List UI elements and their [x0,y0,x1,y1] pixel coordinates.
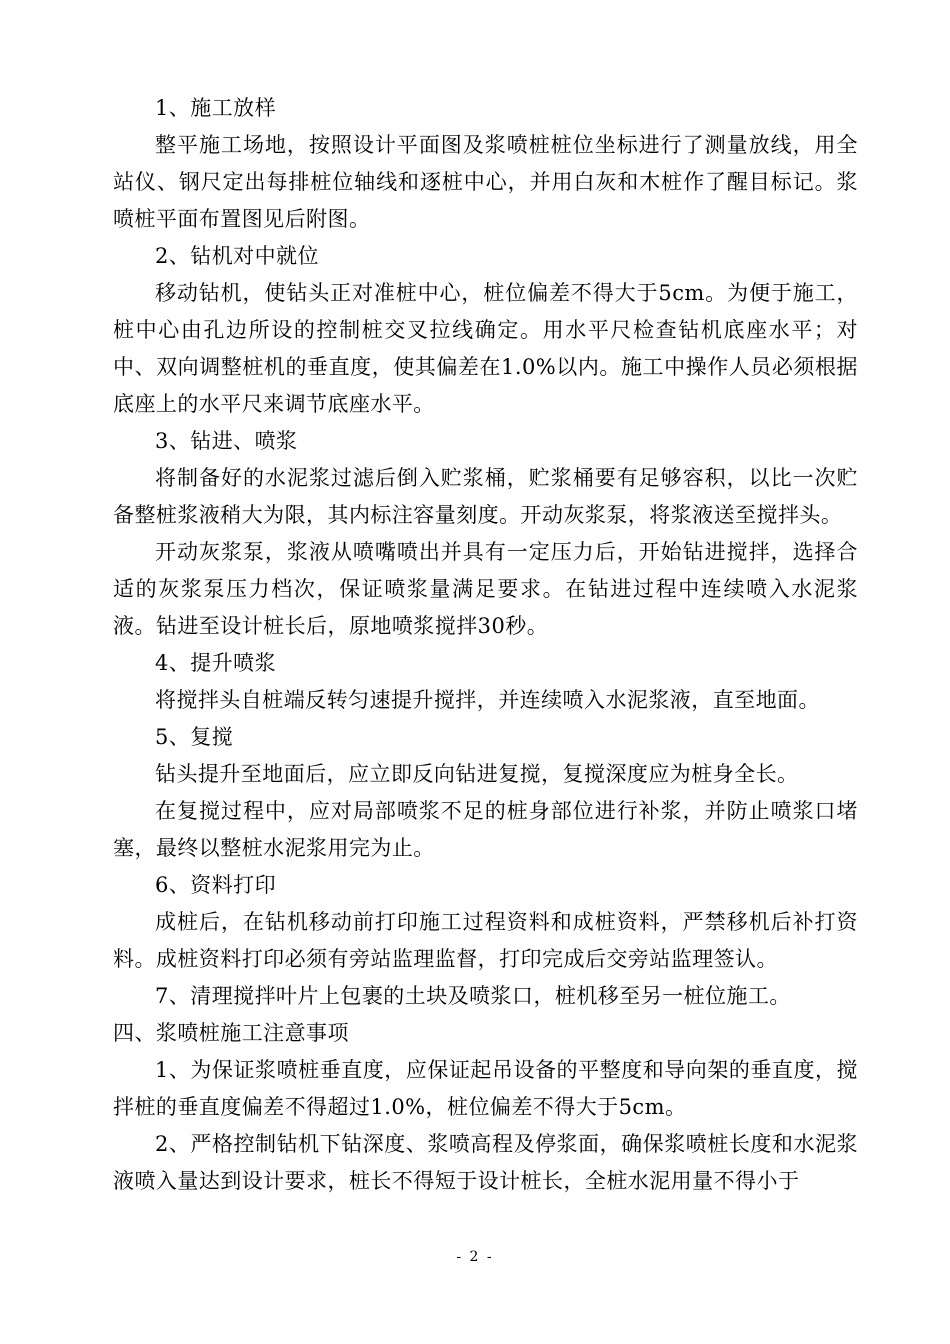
paragraph-remixing-supplement: 在复搅过程中，应对局部喷浆不足的桩身部位进行补浆，并防止喷浆口堵塞，最终以整桩水泥浆用完为止。 [113,799,858,860]
subheading-data-printing: 6、资料打印 [155,873,277,897]
paragraph-data-printing: 成桩后，在钻机移动前打印施工过程资料和成桩资料，严禁移机后补打资料。成桩资料打印必须有旁站监理监督，打印完成后交旁站监理签认。 [113,910,858,971]
page-number: - 2 - [456,1249,494,1265]
section-heading-precautions: 四、浆喷桩施工注意事项 [113,1021,349,1045]
paragraph-grout-preparation: 将制备好的水泥浆过滤后倒入贮浆桶，贮浆桶要有足够容积，以比一次贮备整桩浆液稍大为限，其内标注容量刻度。开动灰浆泵，将浆液送至搅拌头。 [113,466,858,527]
paragraph-drilling-mixing: 开动灰浆泵，浆液从喷嘴喷出并具有一定压力后，开始钻进搅拌，选择合适的灰浆泵压力档次，保证喷浆量满足要求。在钻进过程中连续喷入水泥浆液。钻进至设计桩长后，原地喷浆搅拌30秒。 [113,540,858,638]
paragraph-layout-detail: 整平施工场地，按照设计平面图及浆喷桩桩位坐标进行了测量放线，用全站仪、钢尺定出每排桩位轴线和逐桩中心，并用白灰和木桩作了醒目标记。浆喷桩平面布置图见后附图。 [113,133,858,231]
paragraph-remixing: 钻头提升至地面后，应立即反向钻进复搅，复搅深度应为桩身全长。 [155,762,799,786]
subheading-rig-positioning: 2、钻机对中就位 [155,244,319,268]
subheading-drilling-grouting: 3、钻进、喷浆 [155,429,298,453]
paragraph-precaution-verticality: 1、为保证浆喷桩垂直度，应保证起吊设备的平整度和导向架的垂直度，搅拌桩的垂直度偏差不得超过1.0%，桩位偏差不得大于5cm。 [113,1058,858,1119]
paragraph-precaution-depth-control: 2、严格控制钻机下钻深度、浆喷高程及停浆面，确保浆喷桩长度和水泥浆液喷入量达到设计要求，桩长不得短于设计桩长，全桩水泥用量不得小于 [113,1132,858,1193]
paragraph-lift-grouting: 将搅拌头自桩端反转匀速提升搅拌，并连续喷入水泥浆液，直至地面。 [155,688,820,712]
subheading-remixing: 5、复搅 [155,725,234,749]
document-body [113,90,858,1200]
paragraph-rig-positioning: 移动钻机，使钻头正对准桩中心，桩位偏差不得大于5cm。为便于施工，桩中心由孔边所设的控制桩交叉拉线确定。用水平尺检查钻机底座水平；对中、双向调整桩机的垂直度，使其偏差在1.0%以内。施工中操作人员必须根据底座上的水平尺来调节底座水平。 [113,281,858,416]
subheading-lift-grouting: 4、提升喷浆 [155,651,277,675]
subheading-construction-layout: 1、施工放样 [155,96,277,120]
step-cleaning-relocation: 7、清理搅拌叶片上包裹的土块及喷浆口，桩机移至另一桩位施工。 [155,984,791,1008]
